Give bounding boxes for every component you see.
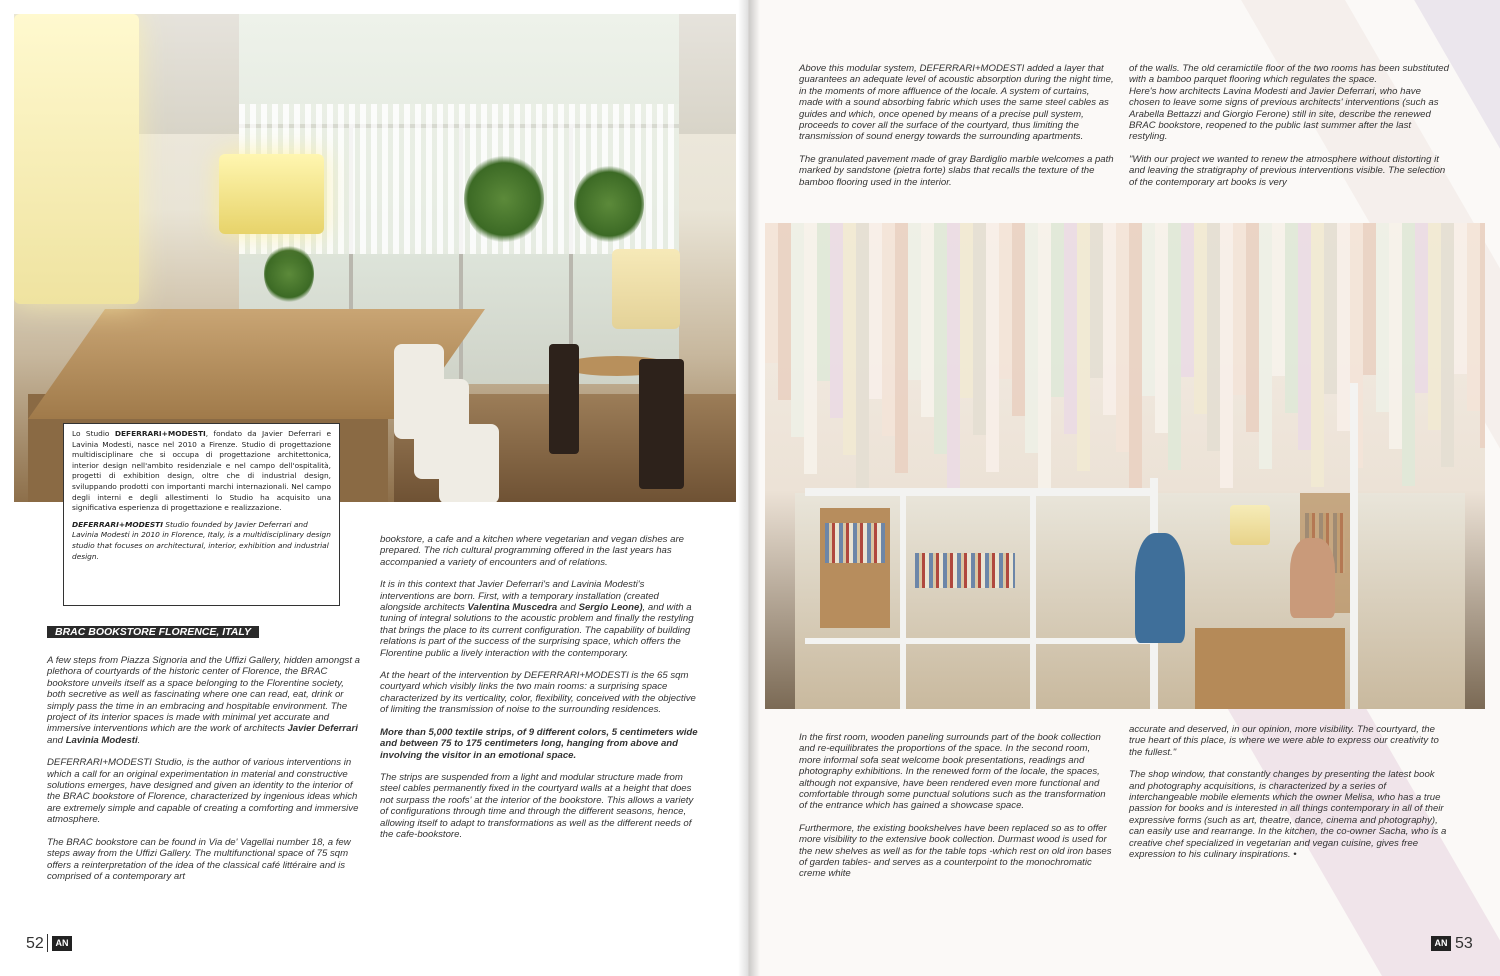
textile-strip (1324, 223, 1337, 394)
magazine-logo: AN (52, 936, 72, 951)
textile-strip (830, 223, 843, 418)
photo-books (825, 523, 885, 563)
photo-window-frame (900, 488, 906, 709)
textile-strip (1181, 223, 1194, 377)
paragraph-text: , and with a tuning of integral solutions to the acoustic problem and finally the restyling that brings the place to its current configuration. The capability of building relations is part of the success of the surprising space, which offers the Florentine public a lively interaction with the contemporary. (380, 602, 694, 659)
paragraph-text: It is in this context that Javier Deferrari's and Lavinia Modesti's interventions are born. First, with a temporary installation (created alongside architects (380, 579, 659, 614)
paragraph-text: . (137, 734, 141, 746)
article-paragraph: Furthermore, the existing bookshelves have been replaced so as to offer more visibility to the extensive book collection. Durmast wood is used for the new shelves as well as for the table tops -which rest on old iron bases of garden tables- and serves as a counterpoint to the monochromatic creme white (799, 822, 1112, 880)
textile-strip (921, 223, 934, 417)
textile-strip (1038, 223, 1051, 490)
textile-strip (1194, 223, 1207, 414)
article-column (380, 534, 698, 851)
textile-strip (908, 223, 921, 380)
article-paragraph (380, 579, 698, 659)
info-it-prefix: Lo Studio (72, 429, 115, 438)
textile-strip (1064, 223, 1077, 434)
textile-strip (1025, 223, 1038, 453)
textile-strip (895, 223, 908, 473)
article-paragraph: bookstore, a cafe and a kitchen where vegetarian and vegan dishes are prepared. The rich cultural programming offered in the last years has accompanied a variety of encounters and of relations. (380, 534, 685, 568)
textile-strip (934, 223, 947, 454)
photo-window-frame (805, 638, 1155, 644)
textile-strip (1155, 223, 1168, 433)
textile-strip (1116, 223, 1129, 452)
article-paragraph: The shop window, that constantly changes by presenting the latest book and photography acquisitions, is characterized by a series of interchangeable mobile elements which the owner Melisa, who has a true passion for books and is interested in all things contemporary in all of their expressive forms (such as art, theatre, dance, cinema and photography), can easily use and rearrange. In the kitchen, the co-owner Sacha, who is a creative chef specialized in vegetarian and vegan cuisine, gives free expression to his culinary inspirations. • (1129, 769, 1447, 861)
architect-name: Valentina Muscedra (467, 602, 558, 614)
textile-strip (804, 223, 817, 474)
textile-strip (1246, 223, 1259, 432)
textile-strip (882, 223, 895, 436)
textile-strip (1272, 223, 1285, 376)
page-number: 52 (26, 935, 44, 952)
folio-divider (47, 934, 48, 952)
textile-strip (843, 223, 856, 455)
textile-strip (973, 223, 986, 435)
textile-strip (1376, 223, 1389, 412)
article-paragraph (47, 655, 365, 746)
textile-strip (1298, 223, 1311, 450)
paragraph-text: and (557, 602, 579, 614)
info-en-studio-name: DEFERRARI+MODESTI (72, 519, 163, 529)
photo-lamp (612, 249, 680, 329)
article-paragraph: The strips are suspended from a light and modular structure made from steel cables permanently fixed in the courtyard walls at a height that does not surpass the roofs' at the interior of the bookstore. This allows a variety of configurations through time and through the different seasons, hence, allowing itself to adapt to transformations as well as the different needs of the cafe-bookstore. (380, 771, 694, 840)
paragraph-text: A few steps from Piazza Signoria and the Uffizi Gallery, hidden amongst a plethora of courtyards of the historic center of Florence, the BRAC bookstore unveils itself as a space belonging to the Florentine society, both secretive as well as fascinating where one can read, eat, drink or simply pass the time in an embracing and hospitable environment. The project of its interior spaces is made with minimal yet accurate and immersive interventions which are the work of architects (47, 655, 361, 735)
textile-strip (1337, 223, 1350, 431)
article-column (799, 63, 1114, 199)
spine-gutter (738, 0, 760, 976)
photo-window-frame (805, 488, 1155, 496)
left-page (0, 0, 748, 976)
textile-strip (817, 223, 830, 381)
info-it-body: , fondato da Javier Deferrari e Lavinia Modesti, nasce nel 2010 a Firenze. Studio di progettazione multidisciplinare che si occupa di progettazione architettonica, interior design nell'ambito residenziale e nel campo dell'ospitalità, progetti di exhibition design, oltre che di industrial design, sviluppando prodotti con importanti marchi internazionali. Nel campo degli interni e degli allestimenti lo Studio ha acquisito una significativa esperienza di progettazione e realizzazione. (72, 429, 331, 513)
textile-strip (947, 223, 960, 491)
photo-bistro-chair (549, 344, 579, 454)
photo-books (915, 553, 1015, 588)
article-paragraph: Above this modular system, DEFERRARI+MODESTI added a layer that guarantees an adequate level of acoustic absorption during the night time, in the moments of more affluence of the locale. A system of curtains, made with a sound absorbing fabric which uses the same steel cables as guides and which, once opened by means of a precise pull system, proceeds to cover all the surface of the courtyard, thus limiting the transmission of sound energy towards the surrounding apartments. (799, 63, 1114, 143)
article-column (799, 732, 1114, 891)
photo-hanging-plant (574, 164, 644, 244)
page-number: 53 (1455, 935, 1473, 952)
textile-strip (1285, 223, 1298, 413)
article-column (47, 655, 365, 893)
courtyard-photo (765, 223, 1485, 709)
photo-lamp (14, 14, 139, 304)
photo-person (1290, 538, 1335, 618)
textile-strip (1480, 223, 1485, 448)
architect-name: Lavinia Modesti (65, 734, 138, 746)
textile-strip (1402, 223, 1415, 486)
section-heading: BRAC BOOKSTORE FLORENCE, ITALY (47, 626, 259, 638)
highlight-text: More than 5,000 textile strips, of 9 different colors, 5 centimeters wide and between 75 to 175 centimeters long, hanging from above and involving the visitor in an emotional space. (380, 726, 698, 761)
textile-strip (778, 223, 791, 400)
photo-bookstore-room (795, 493, 1465, 709)
article-paragraph: accurate and deserved, in our opinion, more visibility. The courtyard, the true heart of this place, is where we were able to express our creativity to the fullest." (1129, 724, 1439, 758)
info-it-studio-name: DEFERRARI+MODESTI (114, 429, 206, 438)
photo-counter (1195, 628, 1345, 709)
textile-strip (1389, 223, 1402, 449)
textile-strip (1311, 223, 1324, 487)
photo-person (1135, 533, 1185, 643)
textile-strip (791, 223, 804, 437)
textile-strip (1077, 223, 1090, 471)
architect-name: Javier Deferrari (287, 723, 358, 735)
photo-chair (439, 424, 499, 502)
textile-strip (1129, 223, 1142, 489)
textile-strip (869, 223, 882, 399)
textile-strip (1428, 223, 1441, 430)
textile-strip (856, 223, 869, 492)
textile-strip (1441, 223, 1454, 467)
magazine-logo: AN (1431, 936, 1451, 951)
textile-strip (1142, 223, 1155, 396)
photo-hanging-plant (464, 154, 544, 244)
photo-bistro-chair (639, 359, 684, 489)
textile-strip (1207, 223, 1220, 451)
studio-info-box (63, 423, 340, 606)
textile-strip (960, 223, 973, 398)
photo-lamp (1230, 505, 1270, 545)
textile-strip (1259, 223, 1272, 469)
textile-strip (1051, 223, 1064, 397)
textile-strip (1168, 223, 1181, 470)
textile-strip (1454, 223, 1467, 374)
textile-strip (1090, 223, 1103, 378)
textile-strip (1415, 223, 1428, 393)
article-paragraph: DEFERRARI+MODESTI Studio, is the author of various interventions in which a call for an original experimentation in material and constructive solutions emerges, have designed and given an identity to the interior of the BRAC bookstore of Florence, characterized by ingenious ideas which are extremely simple and capable of creating a comforting and immersive atmosphere. (47, 757, 359, 826)
textile-strip (1103, 223, 1116, 415)
studio-info-italian (72, 429, 331, 514)
photo-window-frame (1030, 488, 1036, 709)
textile-strip (1363, 223, 1376, 375)
article-paragraph: In the first room, wooden paneling surrounds part of the book collection and re-equilibrates the proportions of the space. In the second room, more informal sofa seat welcome book presentations, readings and photography exhibitions. In the renewed form of the locale, the spaces, although not expansive, have been rendered even more functional and comfortable through some punctual solutions such as the transformation of the entrance which has gained a showcase space. (799, 732, 1106, 812)
textile-strip (1012, 223, 1025, 416)
article-paragraph: The BRAC bookstore can be found in Via de' Vagellai number 18, a few steps away from the Uffizi Gallery. The multifunctional space of 75 sqm offers a reinterpretation of the idea of the classical café littéraire and is comprised of a contemporary art (47, 836, 351, 882)
article-column (1129, 724, 1449, 871)
info-en-body: Studio founded by Javier Deferrari and Lavinia Modesti in 2010 in Florence, Italy, is a multidisciplinary design studio that focuses on architectural, interior, exhibition and industrial design. (72, 519, 331, 561)
architect-name: Sergio Leone) (578, 602, 643, 614)
studio-info-english (72, 520, 331, 562)
article-highlight (380, 727, 698, 761)
article-paragraph: of the walls. The old ceramictile floor of the two rooms has been substituted with a bamboo parquet flooring which regulates the space. (1129, 63, 1449, 86)
article-column (1129, 63, 1449, 199)
article-paragraph: Here's how architects Lavina Modesti and Javier Deferrari, who have chosen to leave some signs of previous architects' interventions (such as Arabella Bettazzi and Giorgio Ferone) still in site, describe the renewed BRAC bookstore, reopened to the public last summer after the last restyling. (1129, 85, 1439, 143)
article-paragraph: At the heart of the intervention by DEFERRARI+MODESTI is the 65 sqm courtyard which visibly links the two main rooms: a surprising space characterized by its verticality, color, flexibility, conceived with the objective of limiting the transmission of noise to the surrounding residences. (380, 670, 696, 716)
photo-door-frame (1350, 383, 1358, 709)
textile-strip (1220, 223, 1233, 488)
textile-strip (765, 223, 778, 363)
textile-strip (986, 223, 999, 472)
article-paragraph: The granulated pavement made of gray Bardiglio marble welcomes a path marked by sandstone (pietra forte) slabs that recalls the texture of the bamboo flooring used in the interior. (799, 153, 1114, 188)
textile-strip (1233, 223, 1246, 395)
textile-strip (1467, 223, 1480, 411)
photo-table-plant (264, 244, 314, 304)
article-paragraph: "With our project we wanted to renew the atmosphere without distorting it and leaving the stratigraphy of previous interventions visible. The selection of the contemporary art books is very (1129, 153, 1446, 188)
paragraph-text: and (47, 734, 66, 746)
photo-lamp (219, 154, 324, 234)
textile-strip (999, 223, 1012, 379)
